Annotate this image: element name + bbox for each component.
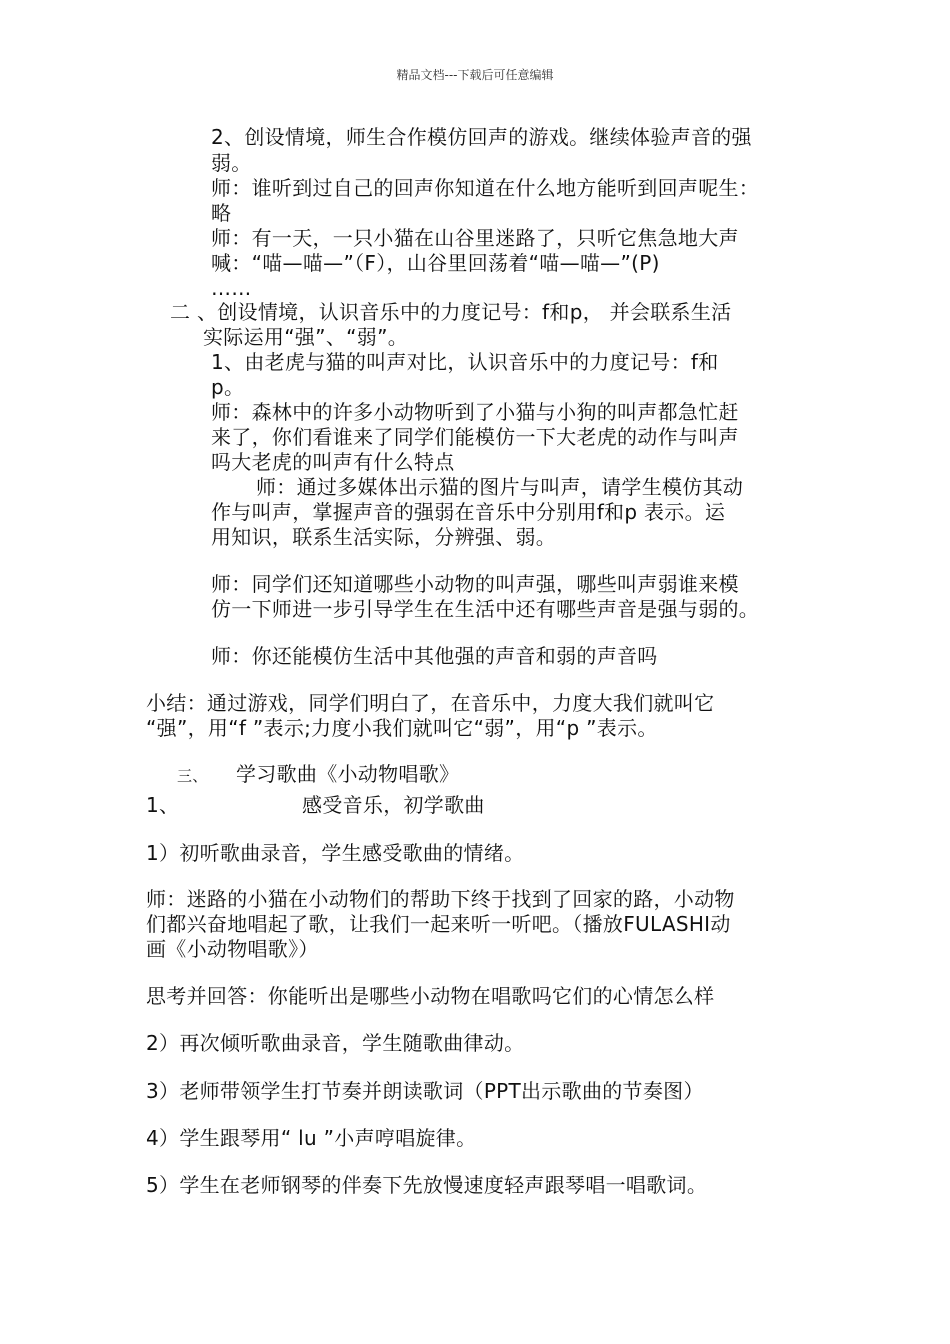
page-header: 精品文档---下载后可任意编辑 [396,68,554,82]
text-line: 1）初听歌曲录音，学生感受歌曲的情绪。 [146,841,525,865]
text-line: 师：谁听到过自己的回声你知道在什么地方能听到回声呢生： [211,176,760,200]
text-line: 师：有一天，一只小猫在山谷里迷路了，只听它焦急地大声 [211,226,739,250]
text-line: 喊：“喵—喵—”（F），山谷里回荡着“喵—喵—”(P) [211,251,660,275]
text-line: 们都兴奋地唱起了歌，让我们一起来听一听吧。（播放FULASHI动 [146,912,731,936]
text-line: …… [211,276,252,300]
text-line: 3）老师带领学生打节奏并朗读歌词（PPT出示歌曲的节奏图） [146,1079,704,1103]
summary-line: “强”，用“f ”表示;力度小我们就叫它“弱”，用“p ”表示。 [146,716,658,740]
text-line: 1、由老虎与猫的叫声对比，认识音乐中的力度记号：f和 [211,350,719,374]
text-line: 2、创设情境，师生合作模仿回声的游戏。继续体验声音的强 [211,125,752,149]
text-line: p。 [211,375,245,399]
text-line: 5）学生在老师钢琴的伴奏下先放慢速度轻声跟琴唱一唱歌词。 [146,1173,708,1197]
text-line: 师：迷路的小猫在小动物们的帮助下终于找到了回家的路，小动物 [146,887,735,911]
summary-line: 小结：通过游戏，同学们明白了，在音乐中，力度大我们就叫它 [146,691,715,715]
text-line: 师：通过多媒体出示猫的图片与叫声，请学生模仿其动 [256,475,744,499]
text-line: 作与叫声，掌握声音的强弱在音乐中分别用f和p 表示。运 [211,500,726,524]
text-line: 仿一下师进一步引导学生在生活中还有哪些声音是强与弱的。 [211,597,760,621]
text-line: 用知识，联系生活实际，分辨强、弱。 [211,525,557,549]
item-number: 1、 [146,793,180,817]
text-line: 画《小动物唱歌》） [146,937,319,961]
text-line: 思考并回答：你能听出是哪些小动物在唱歌吗它们的心情怎么样 [146,984,715,1008]
section-heading: 二 、创设情境，认识音乐中的力度记号：f和p， 并会联系生活 [170,300,732,324]
text-line: 来了，你们看谁来了同学们能模仿一下大老虎的动作与叫声 [211,425,739,449]
text-line: 弱。 [211,151,252,175]
text-line: 吗大老虎的叫声有什么特点 [211,450,455,474]
text-line: 实际运用“强”、“弱”。 [203,325,409,349]
text-line: 师：森林中的许多小动物听到了小猫与小狗的叫声都急忙赶 [211,400,739,424]
text-line: 师：你还能模仿生活中其他强的声音和弱的声音吗 [211,644,658,668]
subsection-heading: 感受音乐，初学歌曲 [302,793,485,817]
section-heading: 学习歌曲《小动物唱歌》 [236,762,460,786]
text-line: 2）再次倾听歌曲录音，学生随歌曲律动。 [146,1031,525,1055]
text-line: 略 [211,201,232,225]
text-line: 4）学生跟琴用“ lu ”小声哼唱旋律。 [146,1126,477,1150]
text-line: 师：同学们还知道哪些小动物的叫声强，哪些叫声弱谁来模 [211,572,739,596]
section-number: 三、 [177,767,208,785]
